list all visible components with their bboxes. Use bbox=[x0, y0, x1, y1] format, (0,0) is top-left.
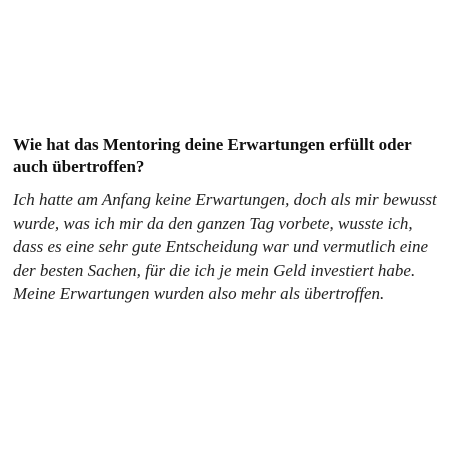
question-heading: Wie hat das Mentoring deine Erwartungen erfüllt oder auch übertroffen? bbox=[13, 135, 412, 176]
qa-block bbox=[13, 134, 443, 306]
answer-text: Ich hatte am Anfang keine Erwartungen, doch als mir bewusst wurde, was ich mir da den ganzen Tag vorbete, wusste ich, dass es eine sehr gute Entscheidung war und vermutlich eine der besten Sachen, für die ich je mein Geld investiert habe. Meine Erwartungen wurden also mehr als übertroffen. bbox=[13, 190, 437, 303]
